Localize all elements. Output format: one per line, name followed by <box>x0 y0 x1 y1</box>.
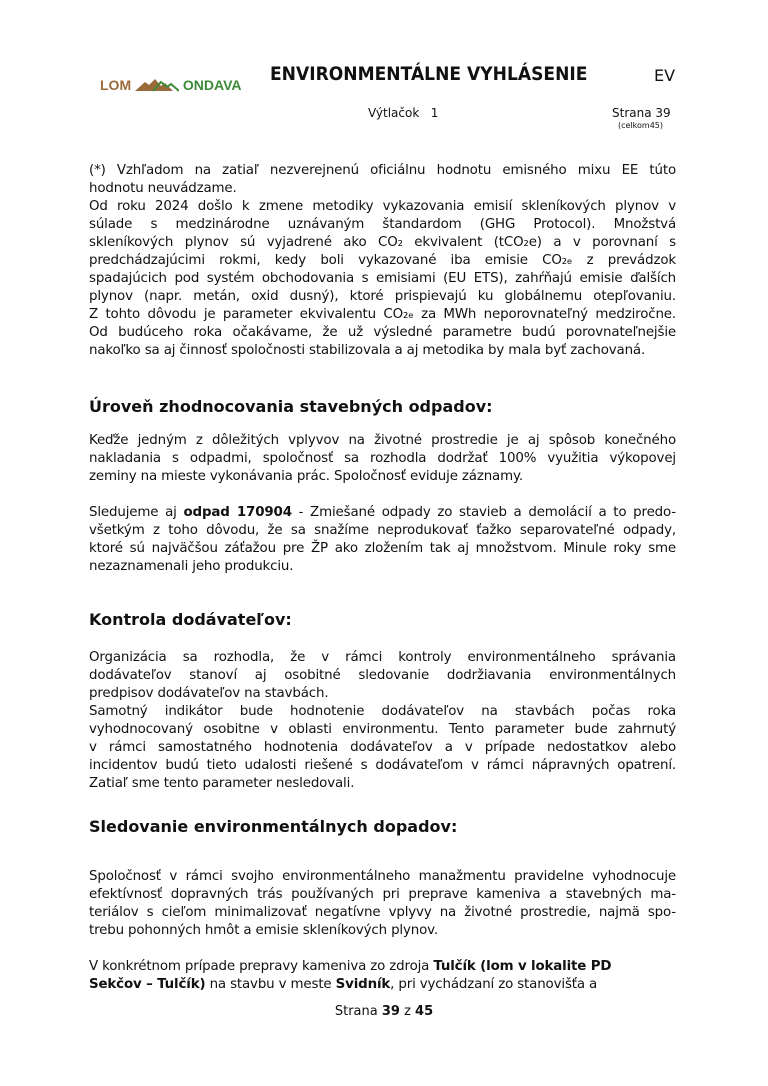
text-line <box>89 922 676 940</box>
text-line <box>89 252 676 270</box>
text-line <box>89 703 676 721</box>
text-run: V konkrétnom prípade prepravy kameniva zo zdroja <box>89 959 434 974</box>
text-run: efektívnosť dopravných trás používaných pri preprave kameniva a stavebných ma- <box>89 887 676 902</box>
copy-info <box>368 106 438 120</box>
text-run: nezaznamenali jeho produkciu. <box>89 559 294 574</box>
text-run: predpisov dodávateľov na stavbách. <box>89 686 329 701</box>
footer-text: z <box>399 1004 416 1019</box>
mountain-logo-icon <box>135 76 179 92</box>
text-run: hodnotu neuvádzame. <box>89 181 237 196</box>
text-run: nakoľko sa aj činnosť spoločnosti stabilizovala a aj metodika by mala byť zachovaná. <box>89 343 646 358</box>
text-line <box>89 904 676 922</box>
text-line <box>89 180 676 198</box>
text-line <box>89 450 676 468</box>
paragraph <box>89 868 676 940</box>
text-line <box>89 757 676 775</box>
bold-text: Tulčík (lom v lokalite PD <box>433 959 612 974</box>
page-footer <box>0 1004 768 1019</box>
text-run: vyhodnocovaný osobitne v oblasti environmentu. Tento parameter bude zahrnutý <box>89 722 676 737</box>
paragraph <box>89 162 676 360</box>
text-run: na stavbu v meste <box>205 977 336 992</box>
text-line <box>89 306 676 324</box>
text-run: súlade s medzinárodne uznávaným štandardom (GHG Protocol). Množstvá <box>89 217 676 232</box>
paragraph <box>89 432 676 486</box>
page-label: Strana 39 <box>612 106 671 120</box>
text-run: Organizácia sa rozhodla, že v rámci kontroly environmentálneho správania <box>89 650 676 665</box>
text-line <box>89 234 676 252</box>
text-run: Z tohto dôvodu je parameter ekvivalentu CO₂ₑ za MWh neporovnateľný medziročne. <box>89 307 676 322</box>
text-run: (*) Vzhľadom na zatiaľ nezverejnenú oficiálnu hodnotu emisného mixu EE túto <box>89 163 676 178</box>
text-run: incidentov budú tieto udalosti riešené s dodávateľom v rámci nápravných opatrení. <box>89 758 676 773</box>
footer-text: Strana <box>334 1004 382 1019</box>
text-run: nakladania s odpadmi, spoločnosť sa rozhodla dodržať 100% využitia výkopovej <box>89 451 676 466</box>
footer-text: 45 <box>415 1004 434 1019</box>
document-title: ENVIRONMENTÁLNE VYHLÁSENIE <box>270 63 588 85</box>
text-run: - Zmiešané odpady zo stavieb a demolácií a to predo- <box>291 505 676 520</box>
text-run: trebu pohonných hmôt a emisie skleníkových plynov. <box>89 923 438 938</box>
bold-text: Svidník <box>335 977 391 992</box>
section-heading: Sledovanie environmentálnych dopadov: <box>89 817 458 836</box>
text-line <box>89 868 676 886</box>
text-line <box>89 270 676 288</box>
text-run: teriálov s cieľom minimalizovať negatívne vplyvy na životné prostredie, najmä spo- <box>89 905 676 920</box>
bold-text: Sekčov – Tulčík) <box>89 977 206 992</box>
section-heading: Úroveň zhodnocovania stavebných odpadov: <box>89 397 493 416</box>
paragraph <box>89 504 676 576</box>
bold-text: odpad 170904 <box>183 505 292 520</box>
text-run: plynov (napr. metán, oxid dusný), ktoré prispievajú ku globálnemu otepľovaniu. <box>89 289 676 304</box>
text-line <box>89 976 676 994</box>
document-code: EV <box>654 66 676 85</box>
text-line <box>89 162 676 180</box>
text-run: skleníkových plynov sú vyjadrené ako CO₂ ekvivalent (tCO₂e) a v porovnaní s <box>89 235 676 250</box>
text-run: Zatiaľ sme tento parameter nesledovali. <box>89 776 355 791</box>
text-line <box>89 649 676 667</box>
text-run: Od roku 2024 došlo k zmene metodiky vykazovania emisií skleníkových plynov v <box>89 199 676 214</box>
text-line <box>89 468 676 486</box>
text-line <box>89 432 676 450</box>
text-run: Sledujeme aj <box>89 505 184 520</box>
text-line <box>89 775 676 793</box>
text-run: ktoré sú najväčšou záťažou pre ŽP ako zložením tak aj množstvom. Minule roky sme <box>89 541 676 556</box>
copy-label: Výtlačok <box>368 106 420 120</box>
company-logo: LOM ONDAVA <box>100 77 242 93</box>
text-run: predchádzajúcimi rokmi, kedy boli vykazované iba emisie CO₂ₑ z prevádzok <box>89 253 676 268</box>
text-line <box>89 667 676 685</box>
copy-number: 1 <box>430 106 439 120</box>
text-line <box>89 198 676 216</box>
text-line <box>89 558 676 576</box>
text-line <box>89 288 676 306</box>
text-line <box>89 324 676 342</box>
page-total: (celkom45) <box>618 121 663 130</box>
text-run: Spoločnosť v rámci svojho environmentálneho manažmentu pravidelne vyhodnocuje <box>89 869 676 884</box>
text-run: všetkým z toho dôvodu, že sa snažíme neprodukovať ťažko separovateľné odpady, <box>89 523 676 538</box>
text-line <box>89 721 676 739</box>
text-line <box>89 216 676 234</box>
text-line <box>89 886 676 904</box>
text-run: zeminy na mieste vykonávania prác. Spoločnosť eviduje záznamy. <box>89 469 523 484</box>
footer-text: 39 <box>381 1004 400 1019</box>
text-run: v rámci samostatného hodnotenia dodávateľov a v prípade nedostatkov alebo <box>89 740 676 755</box>
section-heading: Kontrola dodávateľov: <box>89 610 292 629</box>
paragraph <box>89 649 676 793</box>
paragraph <box>89 958 676 994</box>
text-run: dodávateľov stanoví aj osobitné sledovanie dodržiavania environmentálnych <box>89 668 676 683</box>
text-line <box>89 504 676 522</box>
text-run: spadajúcich pod systém obchodovania s emisiami (EU ETS), zahŕňajú emisie ďalších <box>89 271 676 286</box>
text-line <box>89 685 676 703</box>
text-run: Keďže jedným z dôležitých vplyvov na životné prostredie je aj spôsob konečného <box>89 433 676 448</box>
text-line <box>89 540 676 558</box>
text-run: Od budúceho roka očakávame, že už výsledné parametre budú porovnateľnejšie <box>89 325 676 340</box>
text-line <box>89 958 676 976</box>
text-line <box>89 739 676 757</box>
text-line <box>89 522 676 540</box>
text-run: Samotný indikátor bude hodnotenie dodávateľov na stavbách počas roka <box>89 704 676 719</box>
text-line <box>89 342 676 360</box>
text-run: , pri vychádzaní zo stanovišťa a <box>390 977 598 992</box>
